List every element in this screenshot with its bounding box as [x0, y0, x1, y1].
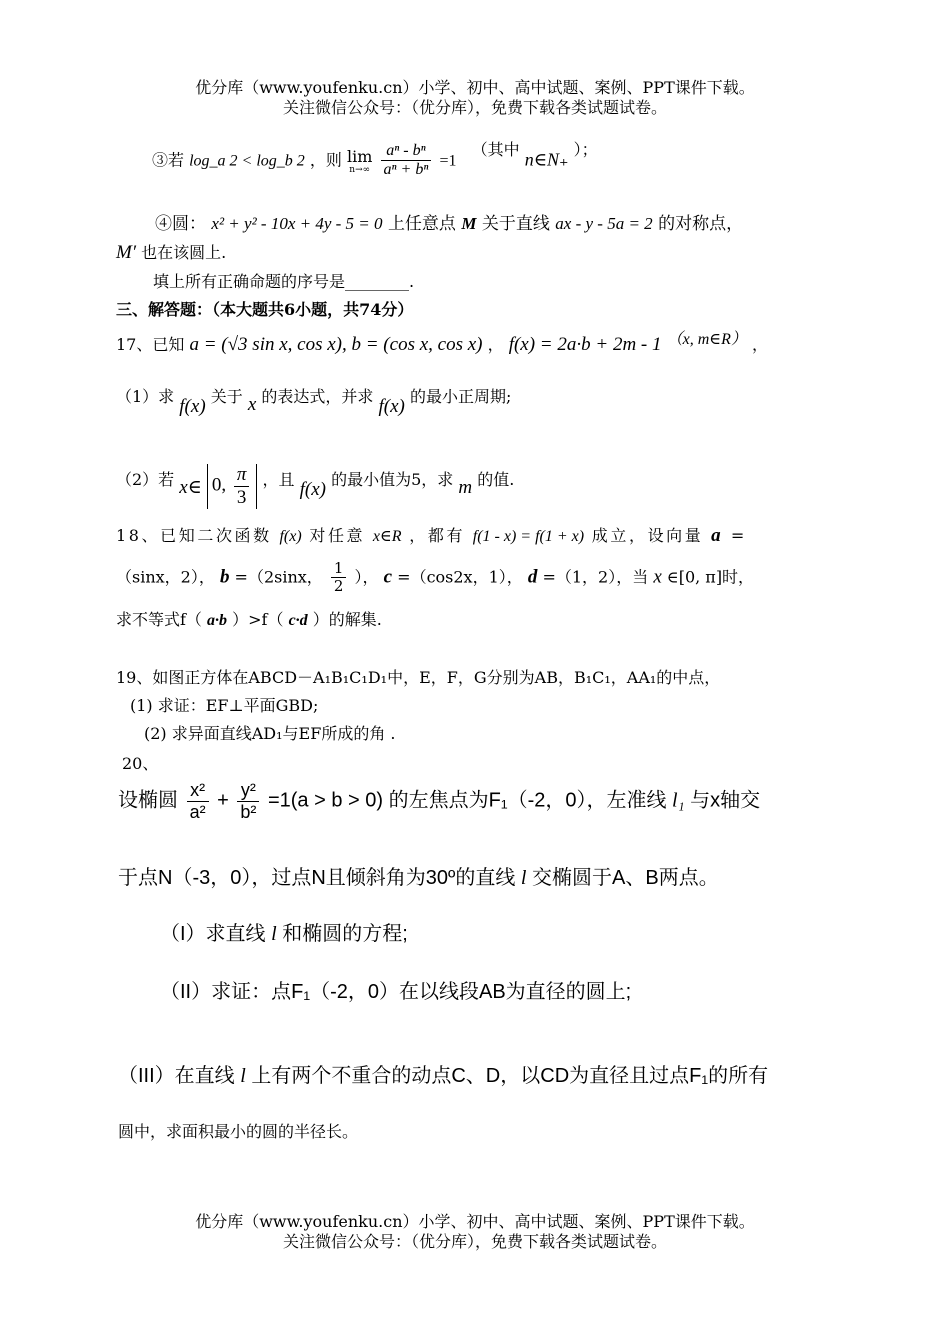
- q17-tail: ，: [751, 335, 768, 354]
- q20-p3-b: 上有两个不重合的动点C、D，以CD为直径且过点F₁的所有: [251, 1065, 769, 1087]
- pi-over-3: [234, 464, 250, 509]
- limit-denominator: aⁿ + bⁿ: [383, 161, 429, 179]
- q18-line-2: [116, 560, 754, 596]
- q18-l2-a: （sinx，2），: [116, 567, 215, 587]
- item-3-condition: log_a 2 < log_b 2: [189, 152, 305, 170]
- q18-l2-b: =（2sinx，: [234, 567, 323, 587]
- q20-p3-a: （III）在直线: [118, 1065, 235, 1087]
- x2-over-a2: [187, 780, 209, 822]
- q20-p1-l: l: [271, 923, 277, 945]
- q17-sep: ，: [487, 335, 504, 354]
- q18-l1-a: 18、已知二次函数: [116, 526, 272, 545]
- q17-p1-c: 的表达式，并求: [261, 387, 374, 406]
- vector-c: c: [383, 566, 393, 588]
- limit-numerator: aⁿ - bⁿ: [381, 142, 432, 161]
- q17-p1-x: x: [247, 394, 257, 415]
- q17-p2-m: m: [458, 476, 473, 498]
- q18-line-1: [116, 525, 747, 548]
- footer-line-2: 关注微信公众号：（优分库），免费下载各类试题试卷。: [282, 1232, 667, 1251]
- q17-p1-d: 的最小正周期;: [409, 387, 512, 406]
- item-3-prefix: ③若: [152, 150, 185, 170]
- c-dot-d: c·d: [288, 612, 308, 629]
- line-equation: ax - y - 5a = 2: [555, 214, 653, 233]
- item-4-tail: 的对称点，: [658, 214, 744, 234]
- q20-p3-l: l: [240, 1065, 246, 1087]
- q17-p1-f2: f(x): [378, 396, 405, 417]
- q17-part-2: [116, 458, 515, 508]
- fill-blank: 填上所有正确命题的序号是________.: [153, 272, 415, 291]
- q19-line-1: 19、如图正方体在ABCD－A₁B₁C₁D₁中，E，F，G分别为AB，B₁C₁，AA₁的中点，: [116, 668, 721, 687]
- q20-l1-l1: l₁: [672, 789, 685, 812]
- q18-l2-c: ），: [354, 567, 379, 587]
- a2-denominator: a²: [189, 801, 206, 822]
- q17-p2-c: 的最小值为5，求: [331, 469, 454, 489]
- q20-part-2: （II）求证：点F₁（-2，0）在以线段AB为直径的圆上;: [160, 981, 632, 1003]
- point-M-prime: M′: [116, 242, 136, 263]
- q17-head: 17、已知: [116, 335, 185, 354]
- limit-fraction: [381, 142, 432, 180]
- q18-l1-f: f(x): [279, 528, 302, 545]
- q18-l1-d: 成立，设向量: [591, 526, 704, 545]
- q20-plus: +: [217, 789, 229, 812]
- q20-part-1: [160, 922, 408, 946]
- q20-l1-a: 设椭圆: [118, 789, 178, 812]
- q18-l1-eq: f(1 - x) = f(1 + x): [472, 528, 585, 545]
- q17-domain: （x, m∈R）: [666, 331, 747, 348]
- section-3-title: 三、解答题：（本大题共6小题，共74分）: [116, 300, 414, 319]
- half-denominator: 2: [333, 577, 344, 596]
- y2-numerator: y²: [237, 780, 259, 802]
- header-line-2: 关注微信公众号：（优分库），免费下载各类试题试卷。: [282, 98, 667, 117]
- q20-line-1: [118, 780, 760, 822]
- item-3-note-close: ）；: [573, 140, 598, 160]
- q17-p2-f: f(x): [299, 478, 326, 500]
- q20-number: 20、: [122, 754, 159, 773]
- q20-line-2: [118, 866, 719, 890]
- q19-part-2: (2) 求异面直线AD₁与EF所成的角 .: [144, 724, 396, 743]
- lim-label: lim: [347, 146, 373, 166]
- q17-p2-b: ，且: [262, 469, 295, 489]
- vector-b: b: [219, 566, 230, 588]
- q18-l3-a: 求不等式f（: [116, 610, 202, 629]
- y2-over-b2: [237, 780, 259, 822]
- item-3-note-set: n∈N₊: [524, 149, 569, 170]
- q20-l1-b: 的左焦点为F₁（-2，0），左准线: [388, 789, 667, 812]
- vector-a: a: [711, 525, 724, 546]
- pi-denominator: 3: [236, 486, 247, 508]
- q17-line-1: [116, 331, 768, 357]
- q18-l1-c: ，都有: [409, 526, 466, 545]
- q20-l2-a: 于点N（-3，0），过点N且倾斜角为30º的直线: [118, 867, 516, 889]
- pi-numerator: π: [234, 464, 250, 487]
- q18-l2-x: x: [653, 566, 662, 588]
- lim-subscript: n→∞: [349, 164, 371, 175]
- item-4-prefix: ④圆：: [155, 214, 206, 234]
- limit-equals: =1: [439, 152, 457, 170]
- q17-interval: [207, 464, 258, 509]
- q17-vectors: a = (√3 sin x, cos x), b = (cos x, cos x): [189, 334, 483, 355]
- q18-l2-d: =（cos2x，1），: [397, 567, 523, 587]
- q20-l1-eq: =1(a > b > 0): [267, 789, 384, 812]
- q17-p2-a: （2）若: [116, 469, 175, 489]
- item-3: [152, 142, 598, 180]
- b2-denominator: b²: [240, 801, 257, 822]
- item-4-mid2: 关于直线: [481, 214, 550, 234]
- q20-p1-b: 和椭圆的方程;: [282, 923, 408, 945]
- q18-l1-e: =: [730, 526, 747, 545]
- item-4-line-1: [155, 214, 743, 234]
- q17-p1-f: f(x): [179, 396, 206, 417]
- q18-l1-x: x∈R: [372, 528, 402, 545]
- header-line-1: 优分库（www.youfenku.cn）小学、初中、高中试题、案例、PPT课件下载。: [195, 78, 755, 97]
- point-M: M: [461, 214, 477, 233]
- q20-l1-c: 与x轴交: [690, 789, 761, 812]
- q20-l2-l: l: [520, 867, 527, 889]
- vector-d: d: [527, 566, 538, 588]
- limit-symbol: [347, 147, 372, 175]
- q17-p2-d: 的值.: [477, 469, 515, 489]
- footer-line-1: 优分库（www.youfenku.cn）小学、初中、高中试题、案例、PPT课件下载。: [195, 1212, 755, 1231]
- q17-p1-b: 关于: [210, 387, 243, 406]
- q18-line-3: [116, 610, 382, 630]
- item-3-note-open: （其中: [471, 140, 520, 160]
- q18-l1-b: 对任意: [309, 526, 366, 545]
- q17-p2-x: x∈: [179, 476, 202, 498]
- q18-l2-f: ∈[0, π]时，: [666, 567, 755, 587]
- q17-int-left: 0,: [211, 474, 227, 496]
- item-4-line-2-text: 也在该圆上.: [141, 243, 227, 262]
- item-3-then: ，则: [309, 150, 342, 170]
- q20-part-3-line-1: [118, 1064, 768, 1088]
- a-dot-b: a·b: [207, 612, 228, 629]
- x2-numerator: x²: [187, 780, 209, 802]
- q18-l3-b: ）>f（: [232, 610, 284, 629]
- q19-part-1: (1) 求证：EF⊥平面GBD;: [130, 696, 319, 715]
- q17-function: f(x) = 2a·b + 2m - 1: [508, 334, 662, 355]
- item-4-mid: 上任意点: [387, 214, 456, 234]
- q18-l3-c: ）的解集.: [312, 610, 382, 629]
- q20-l2-b: 交椭圆于A、B两点。: [532, 867, 719, 889]
- circle-equation: x² + y² - 10x + 4y - 5 = 0: [211, 214, 383, 233]
- half-numerator: 1: [331, 560, 347, 578]
- q20-p1-a: （I）求直线: [160, 923, 266, 945]
- q17-part-1: [116, 386, 512, 417]
- one-half: [331, 560, 347, 596]
- q20-part-3-line-2: 圆中，求面积最小的圆的半径长。: [118, 1122, 359, 1141]
- q18-l2-e: =（1，2），当: [542, 567, 649, 587]
- item-4-line-2: [116, 242, 226, 265]
- q17-p1-a: （1）求: [116, 387, 175, 406]
